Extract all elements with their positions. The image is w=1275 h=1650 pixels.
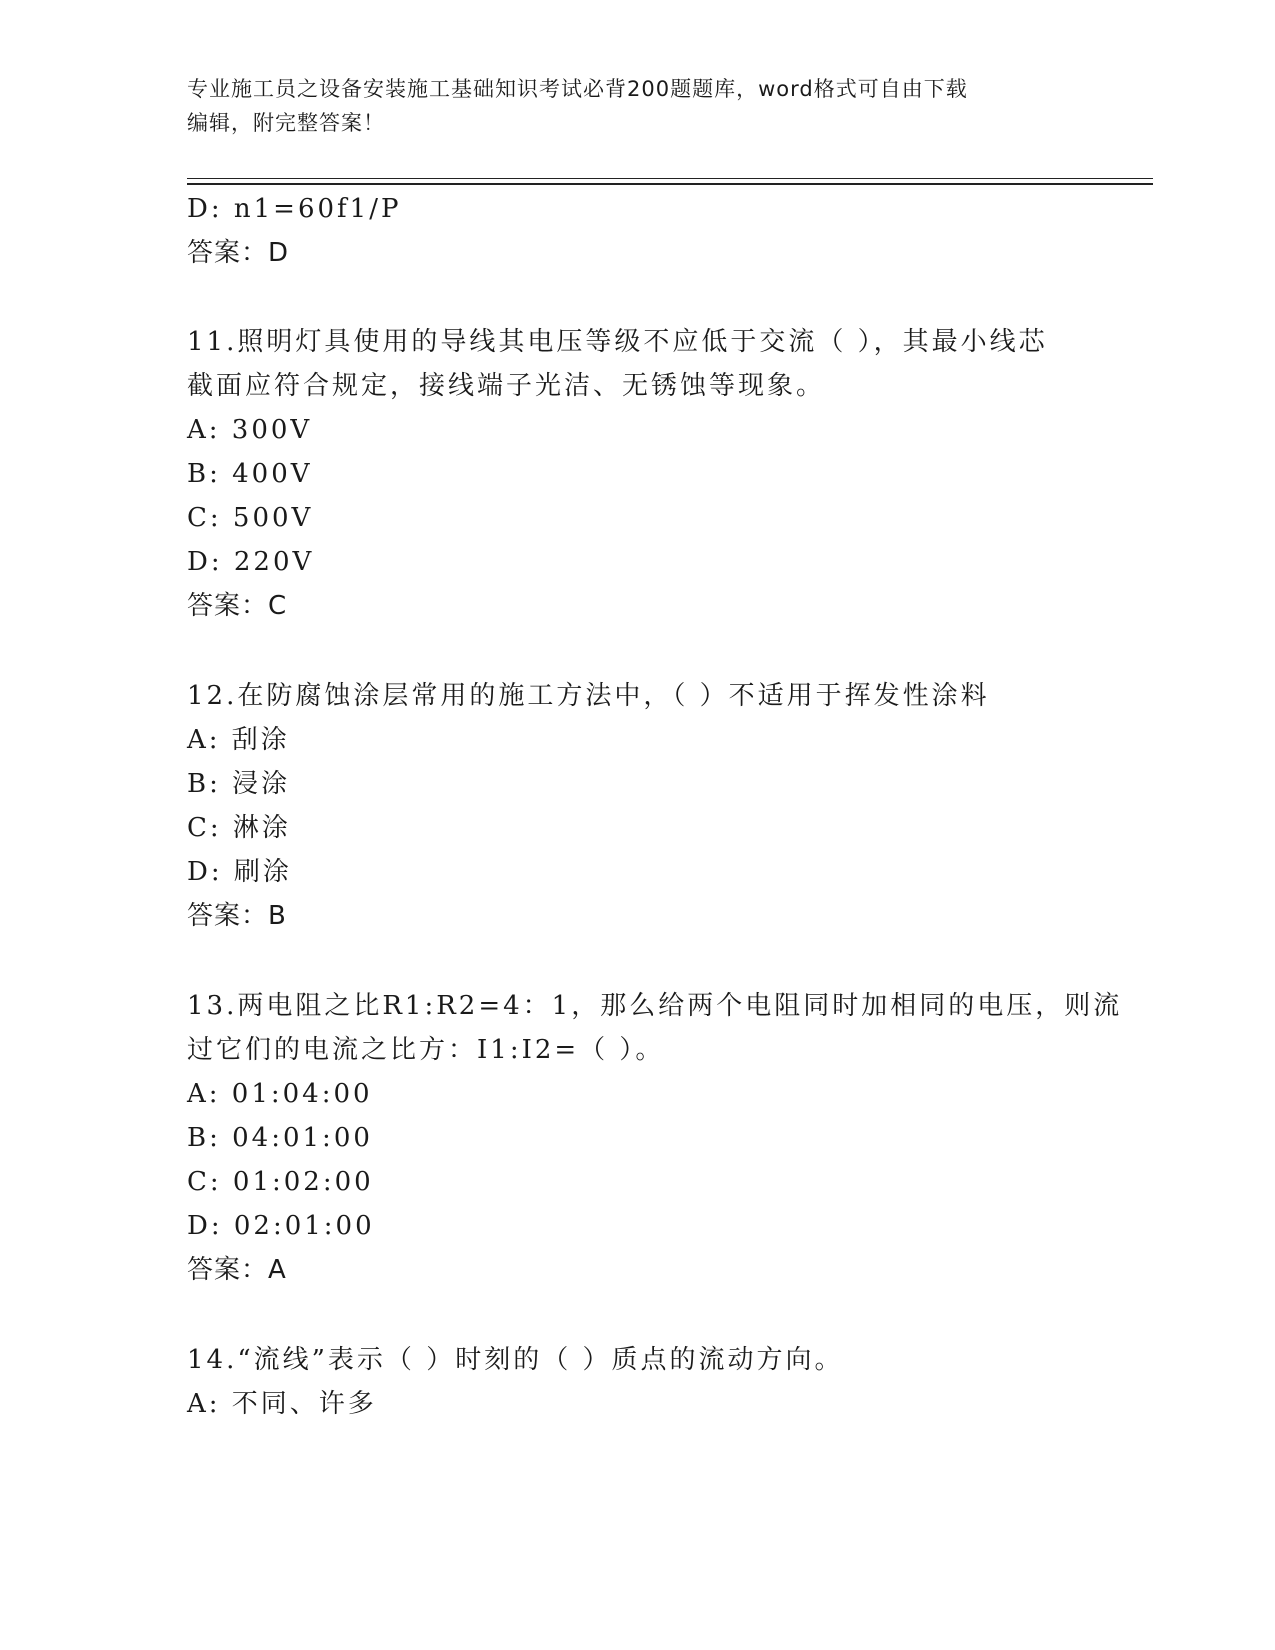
q13-option-c: C: 01:02:00 <box>187 1167 374 1197</box>
q11-option-c: C: 500V <box>187 503 314 533</box>
q14-option-a: A: 不同、许多 <box>187 1389 377 1419</box>
q13-stem-line-1: 13.两电阻之比R1:R2=4：1，那么给两个电阻同时加相同的电压，则流 <box>187 991 1123 1021</box>
header-divider-thick <box>187 183 1153 185</box>
header-title-line-1: 专业施工员之设备安装施工基础知识考试必背200题题库，word格式可自由下载 <box>187 77 968 101</box>
header-divider-thin <box>187 178 1153 179</box>
q13-answer: 答案：A <box>187 1255 287 1285</box>
q11-option-a: A: 300V <box>187 415 313 445</box>
q11-stem-line-2: 截面应符合规定，接线端子光洁、无锈蚀等现象。 <box>187 371 826 401</box>
q11-option-b: B: 400V <box>187 459 313 489</box>
q11-option-d: D: 220V <box>187 547 315 577</box>
q13-option-a: A: 01:04:00 <box>187 1079 373 1109</box>
q13-option-b: B: 04:01:00 <box>187 1123 373 1153</box>
q13-option-d: D: 02:01:00 <box>187 1211 375 1241</box>
q12-option-b: B: 浸涂 <box>187 769 291 799</box>
q12-option-a: A: 刮涂 <box>187 725 290 755</box>
previous-question-answer: 答案：D <box>187 238 290 268</box>
q11-stem-line-1: 11.照明灯具使用的导线其电压等级不应低于交流（ ），其最小线芯 <box>187 327 1048 357</box>
previous-question-option-d: D: n1=60f1/P <box>187 194 402 224</box>
q11-answer: 答案：C <box>187 591 288 621</box>
q13-stem-line-2: 过它们的电流之比方：I1:I2=（ ）。 <box>187 1035 665 1065</box>
header-title-line-2: 编辑，附完整答案！ <box>187 111 385 135</box>
document-header <box>187 72 1087 140</box>
q12-answer: 答案：B <box>187 901 287 931</box>
q12-stem: 12.在防腐蚀涂层常用的施工方法中，（ ）不适用于挥发性涂料 <box>187 681 990 711</box>
q12-option-d: D: 刷涂 <box>187 857 292 887</box>
q12-option-c: C: 淋涂 <box>187 813 291 843</box>
q14-stem: 14.“流线”表示（ ）时刻的（ ）质点的流动方向。 <box>187 1345 844 1375</box>
